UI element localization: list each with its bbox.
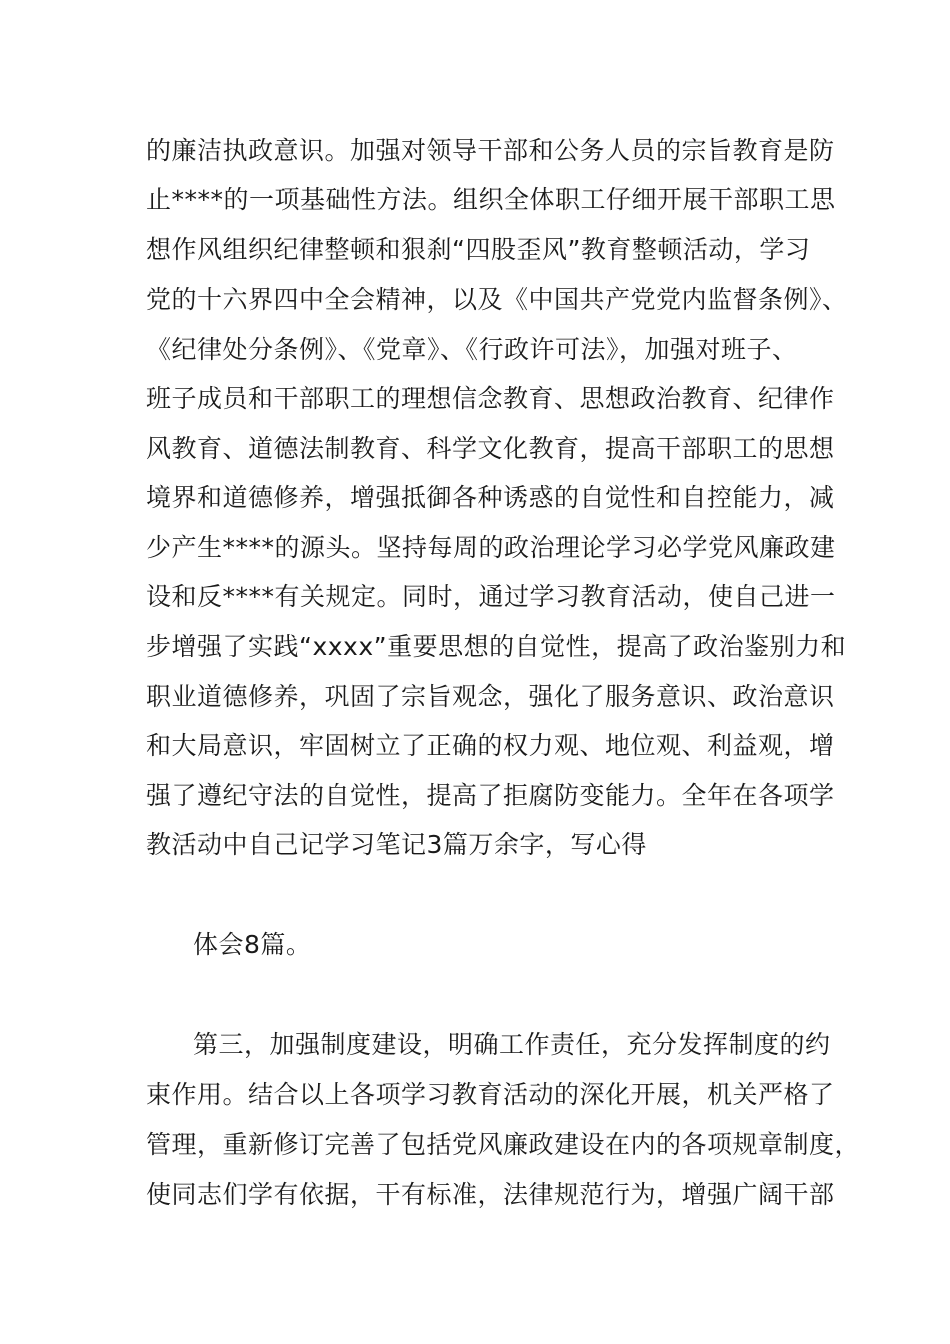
text-line: 止****的一项基础性方法。组织全体职工仔细开展干部职工思 <box>146 185 836 214</box>
text-line: 管理，重新修订完善了包括党风廉政建设在内的各项规章制度， <box>146 1130 861 1159</box>
text-line: 束作用。结合以上各项学习教育活动的深化开展，机关严格了 <box>146 1080 835 1109</box>
text-line: 职业道德修养，巩固了宗旨观念，强化了服务意识、政治意识 <box>146 682 835 711</box>
text-line: 想作风组织纪律整顿和狠刹“四股歪风”教育整顿活动，学习 <box>146 235 811 264</box>
text-line: 步增强了实践“xxxx”重要思想的自觉性，提高了政治鉴别力和 <box>146 632 847 661</box>
text-line: 党的十六界四中全会精神，以及《中国共产党党内监督条例》、 <box>146 285 848 314</box>
text-line: 第三，加强制度建设，明确工作责任，充分发挥制度的约 <box>193 1030 831 1059</box>
text-line: 风教育、道德法制教育、科学文化教育，提高干部职工的思想 <box>146 434 835 463</box>
text-line: 境界和道德修养，增强抵御各种诱惑的自觉性和自控能力，减 <box>146 483 835 512</box>
text-line: 强了遵纪守法的自觉性，提高了拒腐防变能力。全年在各项学 <box>146 781 835 810</box>
text-line: 使同志们学有依据，干有标准，法律规范行为，增强广阔干部 <box>146 1180 835 1209</box>
text-line: 班子成员和干部职工的理想信念教育、思想政治教育、纪律作 <box>146 384 835 413</box>
text-line: 和大局意识，牢固树立了正确的权力观、地位观、利益观，增 <box>146 731 835 760</box>
text-line: 的廉洁执政意识。加强对领导干部和公务人员的宗旨教育是防 <box>146 136 835 165</box>
text-line: 设和反****有关规定。同时，通过学习教育活动，使自己进一 <box>146 582 836 611</box>
text-line: 《纪律处分条例》、《党章》、《行政许可法》，加强对班子、 <box>146 335 798 364</box>
text-line: 教活动中自己记学习笔记3篇万余字，写心得 <box>146 830 647 859</box>
text-line: 少产生****的源头。坚持每周的政治理论学习必学党风廉政建 <box>146 533 836 562</box>
text-line: 体会8篇。 <box>193 930 312 959</box>
